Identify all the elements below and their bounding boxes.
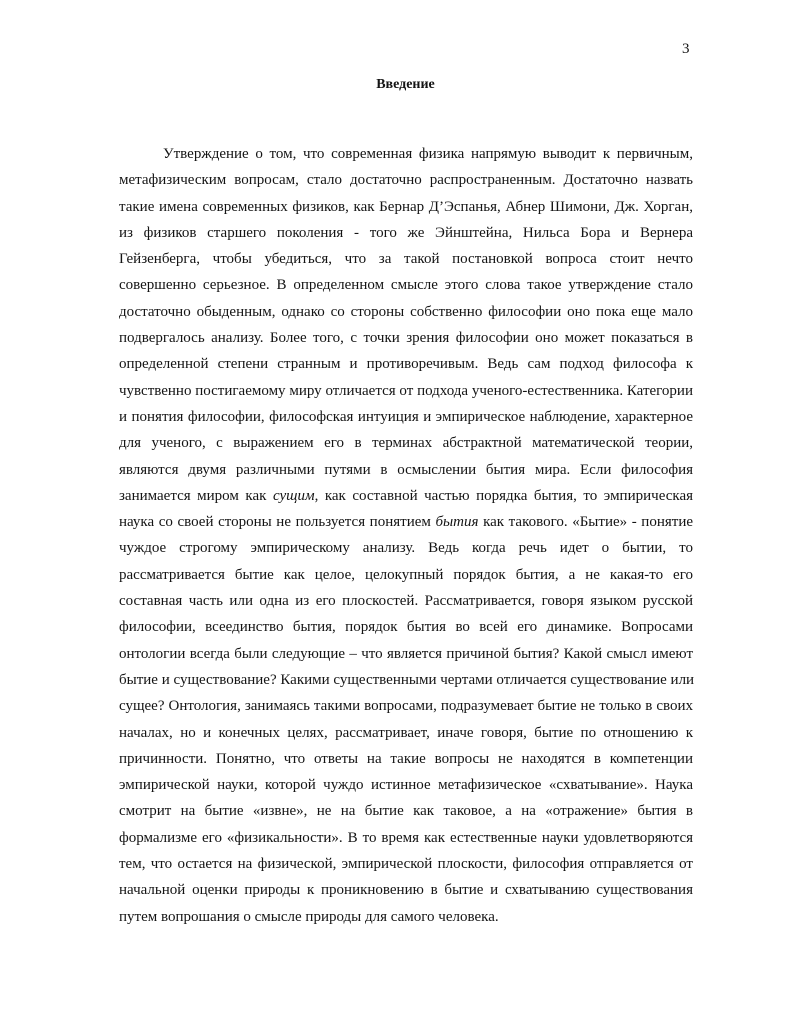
text-line: и понятия философии, философская интуиция и эмпирическое наблюдение, характерное [119,408,693,425]
text-line: началах, но и конечных целях, рассматривает, иначе говоря, бытие по отношению к [119,724,693,741]
text-line: Гейзенберга, чтобы убедиться, что за такой постановкой вопроса стоит нечто [119,251,693,268]
text-line: онтологии всегда были следующие – что является причиной бытия? Какой смысл имеют [119,645,693,662]
text-line: эмпирической науки, которой чуждо истинное метафизическое «схватывание». Наука [119,777,693,794]
section-heading: Введение [376,77,435,92]
text-line [119,483,693,509]
text-line: формализме его «физикальности». В то время как естественные науки удовлетворяются [119,829,693,846]
text-line: из физиков старшего поколения - того же Эйнштейна, Нильса Бора и Вернера [119,224,693,241]
text-line: причинности. Понятно, что ответы на такие вопросы не находятся в компетенции [119,750,693,767]
text-run: занимается миром как [119,487,273,504]
italic-term: бытия [435,514,479,531]
text-line [119,509,693,535]
text-line: начальной оценки природы к проникновению в бытие и схватыванию существования [119,882,693,899]
text-line: такие имена современных физиков, как Бернар Д’Эспанья, Абнер Шимони, Дж. Хорган, [119,198,693,215]
text-line: подвергалось анализу. Более того, с точки зрения философии оно может показаться в [119,330,693,347]
text-line: тем, что остается на физической, эмпирической плоскости, философия отправляется от [119,856,693,873]
text-run: как такового. «Бытие» - понятие [478,514,693,531]
text-line: сущее? Онтология, занимаясь такими вопросами, подразумевает бытие не только в своих [119,698,693,715]
page-number: 3 [682,41,690,57]
text-line: совершенно серьезное. В определенном смысле этого слова такое утверждение стало [119,277,693,294]
text-line: смотрит на бытие «извне», не на бытие как таковое, а на «отражение» бытия в [119,803,693,820]
text-run: наука со своей стороны не пользуется понятием [119,514,436,531]
text-line: составная часть или одна из его плоскостей. Рассматривается, говоря языком русской [119,593,693,610]
body-paragraph [119,141,693,930]
text-line: философии, всеединство бытия, порядок бытия во всей его динамике. Вопросами [119,619,693,636]
text-line: чуждое строгому эмпирическому анализу. Ведь когда речь идет о бытии, то [119,540,693,557]
text-line: Утверждение о том, что современная физика напрямую выводит к первичным, [163,146,693,162]
text-line: для ученого, с выражением его в терминах абстрактной математической теории, [119,435,693,452]
italic-term: сущим [272,487,315,504]
text-line: рассматривается бытие как целое, целокупный порядок бытия, а не какая-то его [119,566,693,583]
text-line: метафизическим вопросам, стало достаточно распространенным. Достаточно назвать [119,172,693,189]
text-line: являются двумя различными путями в осмыслении бытия мира. Если философия [119,461,693,478]
text-run: , как составной частью порядка бытия, то эмпирическая [314,487,693,504]
text-line: достаточно обыденным, однако со стороны собственно философии оно пока еще мало [119,303,693,320]
text-line: путем вопрошания о смысле природы для самого человека. [119,908,499,925]
text-line: определенной степени странным и противоречивым. Ведь сам подход философа к [119,356,693,373]
text-line: бытие и существование? Какими существенными чертами отличается существование или [119,671,695,688]
text-line: чувственно постигаемому миру отличается от подхода ученого-естественника. Категории [119,382,693,399]
